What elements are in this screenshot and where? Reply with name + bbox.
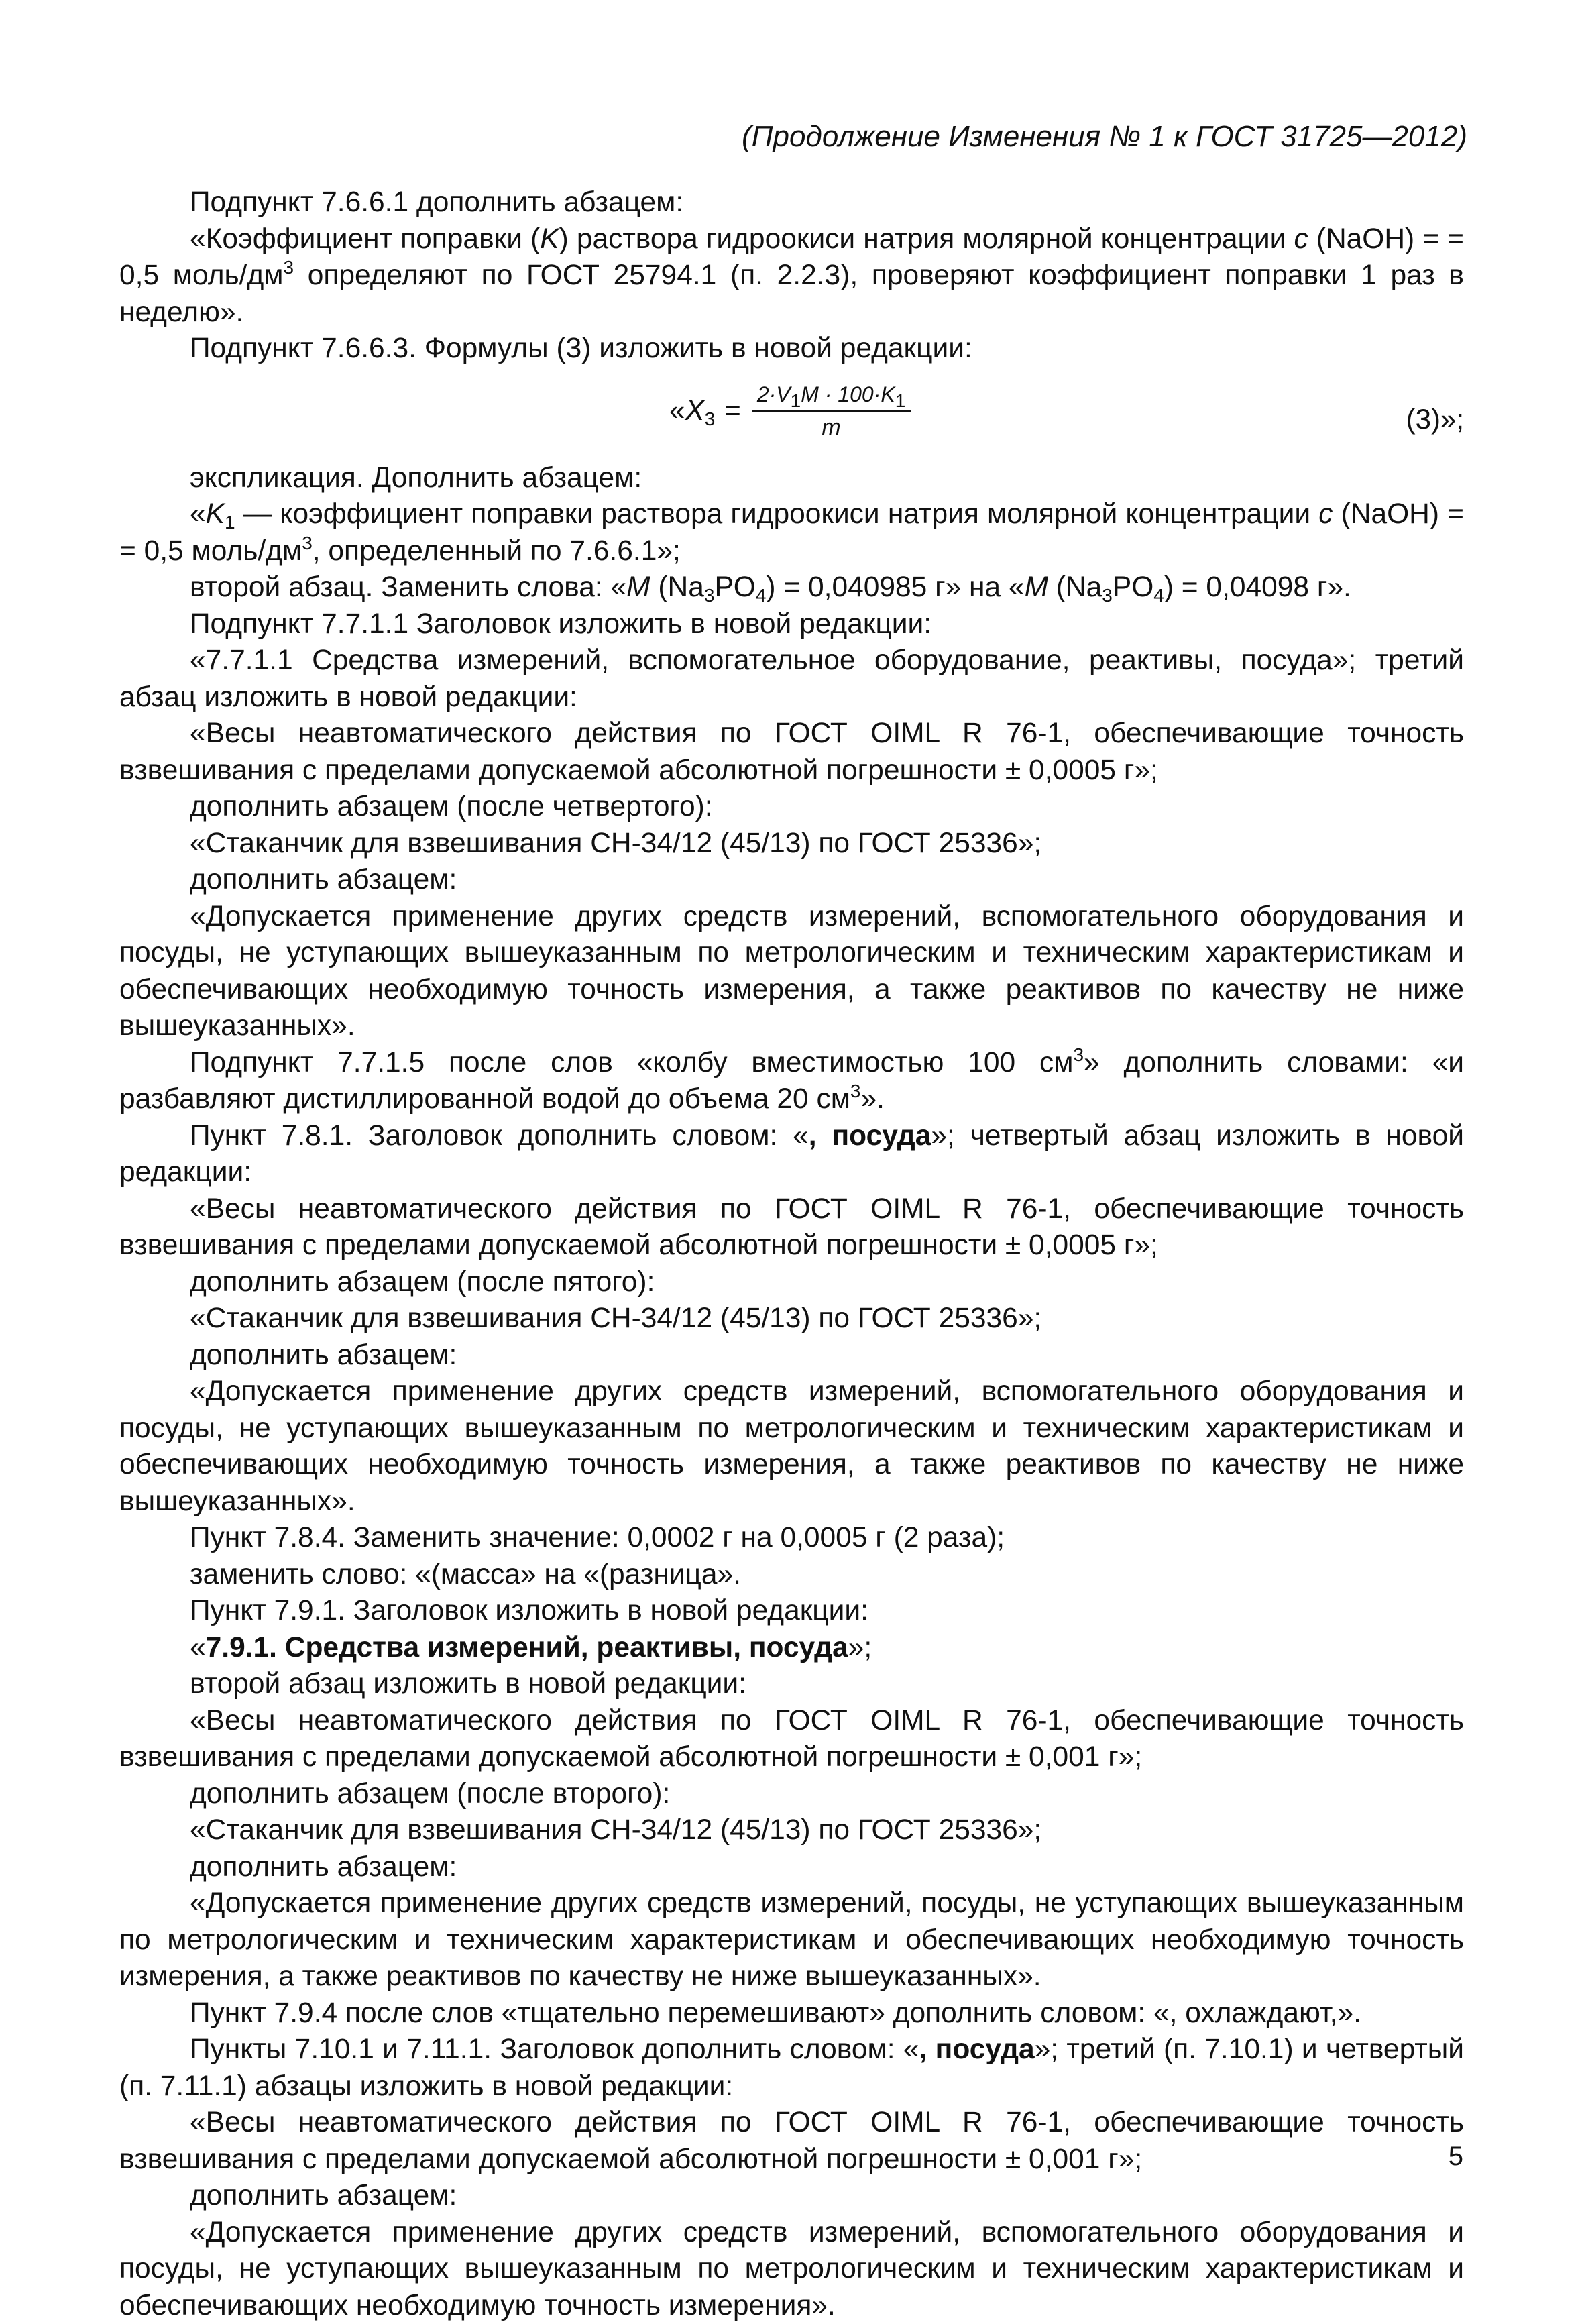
paragraph: дополнить абзацем: <box>119 862 1464 899</box>
paragraph: «Допускается применение других средств измерений, вспомогательного оборудования и посуды, не уступающих вышеуказанным по метрологическим и техническим характеристикам и обеспечивающих необходимую точность измерения». <box>119 2215 1464 2324</box>
text-run: (NaOH) = = 0,5 моль/дм <box>119 498 1464 567</box>
paragraph: «Допускается применение других средств измерений, вспомогательного оборудования и посуды, не уступающих вышеуказанным по метрологическим и техническим характеристикам и обеспечивающих необходимую точность измерения, а также реактивов по качеству не ниже вышеуказанных». <box>119 1374 1464 1520</box>
paragraph: дополнить абзацем: <box>119 1337 1464 1374</box>
text-run: »; третий (п. 7.10.1) и четвертый (п. 7.11.1) абзацы изложить в новой редакции: <box>119 2034 1464 2102</box>
paragraph: «Допускается применение других средств измерений, вспомогательного оборудования и посуды, не уступающих вышеуказанным по метрологическим и техническим характеристикам и обеспечивающих необходимую точность измерения, а также реактивов по качеству не ниже вышеуказанных». <box>119 899 1464 1045</box>
text-run: Пункт 7.8.1. Заголовок дополнить словом: « <box>190 1120 809 1152</box>
formula-block <box>119 368 1464 460</box>
paragraph: второй абзац изложить в новой редакции: <box>119 1666 1464 1703</box>
text-run: «Коэффициент поправки ( <box>190 223 540 255</box>
text-run: »; четвертый абзац изложить в новой редакции: <box>119 1120 1464 1188</box>
numerator-part: 2·V <box>757 382 791 406</box>
quote-mark: « <box>669 394 685 426</box>
superscript: 3 <box>302 533 313 553</box>
paragraph: «7.7.1.1 Средства измерений, вспомогательное оборудование, реактивы, посуда»; третий абзац изложить в новой редакции: <box>119 643 1464 716</box>
text-run: второй абзац. Заменить слова: « <box>190 571 626 603</box>
text-run: « <box>190 1632 206 1663</box>
superscript: 3 <box>283 257 294 278</box>
paragraph <box>119 2032 1464 2105</box>
text-run: Подпункт 7.7.1.5 после слов «колбу вместимостью 100 см <box>190 1047 1073 1078</box>
symbol-m: M <box>1025 571 1048 603</box>
subscript: 1 <box>791 390 801 411</box>
paragraph: дополнить абзацем: <box>119 2178 1464 2215</box>
paragraph <box>119 221 1464 331</box>
symbol-m: M <box>626 571 650 603</box>
formula-3 <box>669 381 911 441</box>
symbol-k: K <box>540 223 559 255</box>
subscript: 4 <box>1153 585 1164 606</box>
fraction <box>752 381 911 441</box>
text-run: PO <box>714 571 755 603</box>
paragraph: Подпункт 7.7.1.1 Заголовок изложить в новой редакции: <box>119 606 1464 643</box>
text-run: определяют по ГОСТ 25794.1 (п. 2.2.3), проверяют коэффициент поправки 1 раз в неделю». <box>119 260 1464 328</box>
paragraph <box>119 569 1464 606</box>
formula-lhs <box>669 392 715 429</box>
text-run: ) = 0,040985 г» на « <box>766 571 1024 603</box>
paragraph: «Весы неавтоматического действия по ГОСТ OIML R 76-1, обеспечивающие точность взвешивания с пределами допускаемой абсолютной погрешности ± 0,0005 г»; <box>119 1191 1464 1264</box>
document-body <box>119 184 1464 2324</box>
paragraph: дополнить абзацем: <box>119 1849 1464 1886</box>
text-run: ) раствора гидроокиси натрия молярной концентрации <box>559 223 1294 255</box>
text-run: ) = 0,04098 г». <box>1164 571 1351 603</box>
paragraph: «Стаканчик для взвешивания СН-34/12 (45/13) по ГОСТ 25336»; <box>119 1812 1464 1849</box>
paragraph <box>119 1045 1464 1118</box>
formula-number: (3)»; <box>1406 401 1464 438</box>
paragraph: Пункт 7.9.4 после слов «тщательно перемешивают» дополнить словом: «, охлаждают,». <box>119 1995 1464 2032</box>
text-run: »; <box>848 1632 872 1663</box>
paragraph: Подпункт 7.6.6.3. Формулы (3) изложить в новой редакции: <box>119 331 1464 368</box>
paragraph: Пункт 7.9.1. Заголовок изложить в новой редакции: <box>119 1593 1464 1630</box>
text-run: — коэффициент поправки раствора гидроокиси натрия молярной концентрации <box>235 498 1319 530</box>
subscript: 1 <box>895 390 906 411</box>
superscript: 3 <box>1073 1044 1084 1065</box>
paragraph: «Весы неавтоматического действия по ГОСТ OIML R 76-1, обеспечивающие точность взвешивания с пределами допускаемой абсолютной погрешности ± 0,001 г»; <box>119 2105 1464 2178</box>
text-run: « <box>190 498 206 530</box>
subscript: 3 <box>705 408 716 429</box>
bold-text: , посуда <box>919 2034 1035 2065</box>
paragraph: дополнить абзацем (после четвертого): <box>119 789 1464 826</box>
paragraph <box>119 1118 1464 1191</box>
paragraph <box>119 1630 1464 1667</box>
fraction-numerator <box>752 381 911 412</box>
text-run: (Na <box>650 571 704 603</box>
paragraph: «Весы неавтоматического действия по ГОСТ OIML R 76-1, обеспечивающие точность взвешивания с пределами допускаемой абсолютной погрешности ± 0,0005 г»; <box>119 716 1464 789</box>
paragraph <box>119 496 1464 569</box>
paragraph: «Стаканчик для взвешивания СН-34/12 (45/13) по ГОСТ 25336»; <box>119 826 1464 863</box>
page-header: (Продолжение Изменения № 1 к ГОСТ 31725—2012) <box>742 118 1467 156</box>
paragraph: «Допускается применение других средств измерений, посуды, не уступающих вышеуказанным по метрологическим и техническим характеристикам и обеспечивающих необходимую точность измерения, а также реактивов по качеству не ниже вышеуказанных». <box>119 1885 1464 1995</box>
bold-text: , посуда <box>809 1120 931 1152</box>
subscript: 3 <box>704 585 715 606</box>
fraction-denominator: m <box>822 412 840 441</box>
paragraph: Подпункт 7.6.6.1 дополнить абзацем: <box>119 184 1464 221</box>
paragraph: «Весы неавтоматического действия по ГОСТ OIML R 76-1, обеспечивающие точность взвешивания с пределами допускаемой абсолютной погрешности ± 0,001 г»; <box>119 1703 1464 1776</box>
subscript: 4 <box>756 585 767 606</box>
paragraph: Пункт 7.8.4. Заменить значение: 0,0002 г на 0,0005 г (2 раза); <box>119 1520 1464 1557</box>
text-run: » дополнить словами: «и разбавляют дистиллированной водой до объема 20 см <box>119 1047 1464 1115</box>
bold-text: 7.9.1. Средства измерений, реактивы, посуда <box>206 1632 848 1663</box>
subscript: 3 <box>1102 585 1113 606</box>
text-run: ». <box>861 1083 885 1115</box>
text-run: Пункты 7.10.1 и 7.11.1. Заголовок дополнить словом: « <box>190 2034 919 2065</box>
page-number: 5 <box>1449 2140 1463 2173</box>
paragraph: заменить слово: «(масса» на «(разница». <box>119 1557 1464 1594</box>
variable-x: X <box>685 394 704 427</box>
symbol-c: c <box>1318 498 1333 530</box>
text-run: PO <box>1113 571 1153 603</box>
equals-sign: = <box>724 392 741 429</box>
paragraph: дополнить абзацем (после пятого): <box>119 1264 1464 1301</box>
subscript: 1 <box>225 512 235 533</box>
superscript: 3 <box>850 1081 861 1101</box>
text-run: , определенный по 7.6.6.1»; <box>313 535 681 567</box>
symbol-c: c <box>1294 223 1308 255</box>
paragraph: «Стаканчик для взвешивания СН-34/12 (45/13) по ГОСТ 25336»; <box>119 1301 1464 1337</box>
text-run: (Na <box>1048 571 1102 603</box>
text-run: (NaOH) = = 0,5 моль/дм <box>119 223 1464 292</box>
numerator-part: M · 100·K <box>801 382 895 406</box>
symbol-k: K <box>206 498 225 530</box>
paragraph: дополнить абзацем (после второго): <box>119 1776 1464 1813</box>
paragraph: экспликация. Дополнить абзацем: <box>119 460 1464 497</box>
